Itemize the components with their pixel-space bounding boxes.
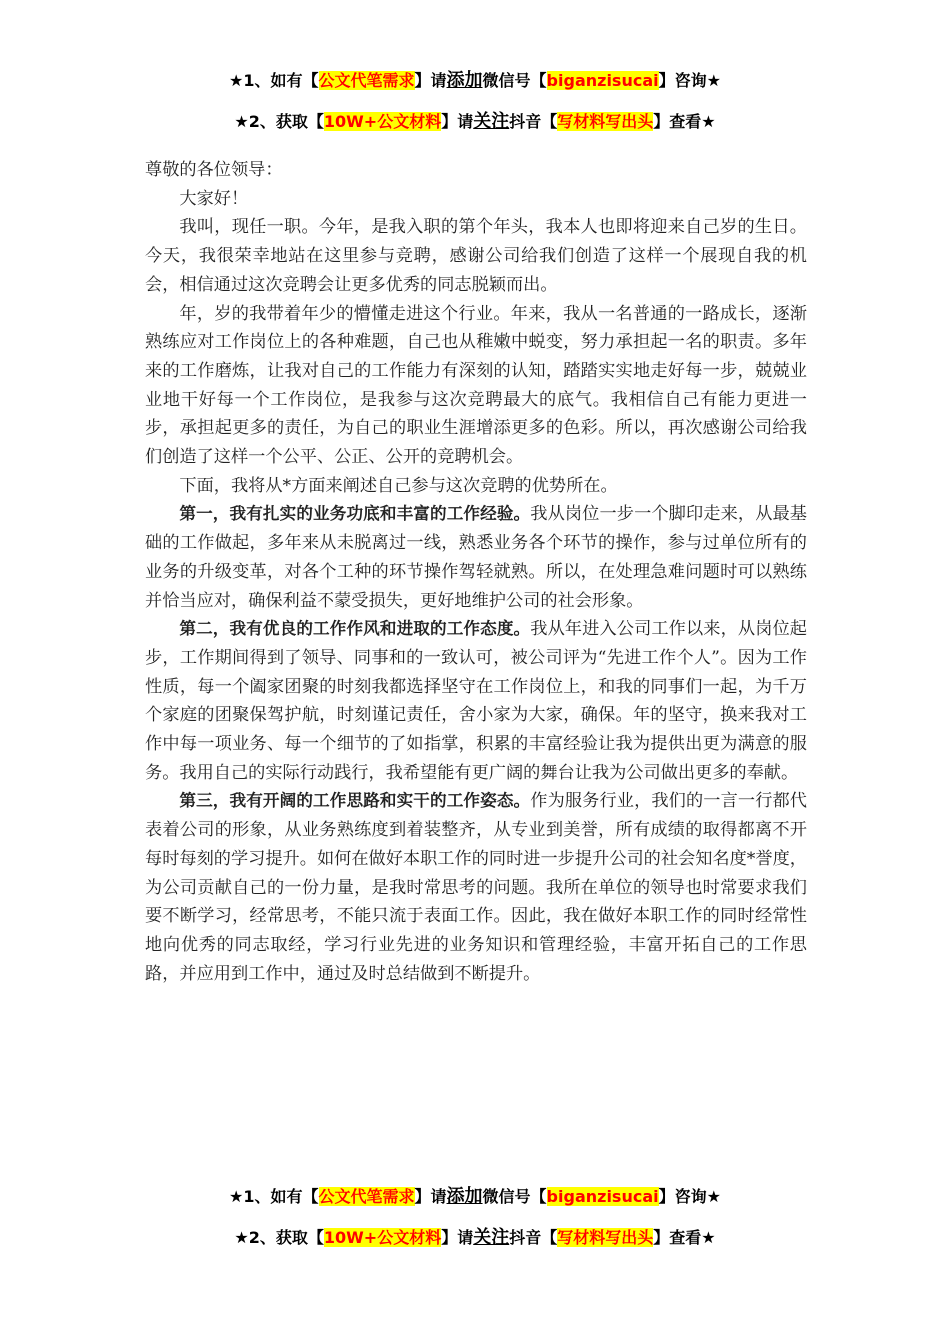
- banner-highlight: 10W+公文材料: [323, 1228, 442, 1247]
- point-1-heading: 第一，我有扎实的业务功底和丰富的工作经验。: [179, 504, 531, 524]
- banner-text: 】咨询★: [658, 1187, 721, 1206]
- banner-text: ★1、如有【: [229, 71, 319, 90]
- banner-text: 】请: [441, 112, 474, 131]
- banner-highlight: 写材料写出头: [557, 112, 654, 131]
- banner-text: 】查看★: [653, 1228, 716, 1247]
- paragraph-point-2: [145, 615, 807, 787]
- banner-text: 】请: [414, 71, 447, 90]
- paragraph-outline: 下面，我将从*方面来阐述自己参与这次竞聘的优势所在。: [179, 475, 618, 496]
- speech-body: [145, 156, 807, 988]
- banner-text: 】请: [414, 1187, 447, 1206]
- paragraph-intro: 我叫，现任一职。今年，是我入职的第个年头，我本人也即将迎来自己岁的生日。今天，我很荣幸地站在这里参与竞聘，感谢公司给我们创造了这样一个展现自我的机会，相信通过这次竞聘会让更多优秀的同志脱颖而出。: [145, 217, 807, 295]
- banner-highlight: biganzisucai: [546, 1187, 659, 1206]
- banner-underline: 关注: [473, 1227, 510, 1248]
- banner-underline: 关注: [473, 111, 510, 132]
- banner-text: 】咨询★: [658, 71, 721, 90]
- point-2-heading: 第二，我有优良的工作作风和进取的工作态度。: [179, 619, 531, 639]
- point-2-text: 我从年进入公司工作以来，从岗位起步，工作期间得到了领导、同事和的一致认可，被公司评为“先进工作个人”。因为工作性质，每一个阖家团聚的时刻我都选择坚守在工作岗位上，和我的同事们一起，为千万个家庭的团聚保驾护航，时刻谨记责任，舍小家为大家，确保。年的坚守，换来我对工作中每一项业务、每一个细节的了如指掌，积累的丰富经验让我为提供出更为满意的服务。我用自己的实际行动践行，我希望能有更广阔的舞台让我为公司做出更多的奉献。: [145, 619, 807, 783]
- banner-underline: 添加: [446, 70, 483, 91]
- paragraph-point-3: [145, 787, 807, 988]
- point-3-heading: 第三，我有开阔的工作思路和实干的工作姿态。: [179, 791, 531, 811]
- banner-top-line-2: [0, 111, 950, 133]
- point-1-text: 我从岗位一步一个脚印走来，从最基础的工作做起，多年来从未脱离过一线，熟悉业务各个环节的操作，参与过单位所有的业务的升级变革，对各个工种的环节操作驾轻就熟。所以，在处理急难问题时可以熟练并恰当应对，确保利益不蒙受损失，更好地维护公司的社会形象。: [145, 504, 807, 611]
- banner-text: ★2、获取【: [234, 1228, 324, 1247]
- banner-text: 微信号【: [482, 71, 547, 90]
- banner-bottom-line-1: [0, 1186, 950, 1208]
- banner-text: 抖音【: [509, 112, 558, 131]
- banner-text: 】请: [441, 1228, 474, 1247]
- banner-highlight: 公文代笔需求: [318, 71, 415, 90]
- banner-highlight: 写材料写出头: [557, 1228, 654, 1247]
- salutation: 尊敬的各位领导：: [145, 160, 283, 180]
- banner-underline: 添加: [446, 1186, 483, 1207]
- banner-highlight: biganzisucai: [546, 71, 659, 90]
- banner-text: ★1、如有【: [229, 1187, 319, 1206]
- point-3-text: 作为服务行业，我们的一言一行都代表着公司的形象，从业务熟练度到着装整齐，从专业到美誉，所有成绩的取得都离不开每时每刻的学习提升。如何在做好本职工作的同时进一步提升公司的社会知名度*誉度，为公司贡献自己的一份力量，是我时常思考的问题。我所在单位的领导也时常要求我们要不断学习，经常思考，不能只流于表面工作。因此，我在做好本职工作的同时经常性地向优秀的同志取经，学习行业先进的业务知识和管理经验，丰富开拓自己的工作思路，并应用到工作中，通过及时总结做到不断提升。: [145, 791, 807, 984]
- banner-text: 】查看★: [653, 112, 716, 131]
- banner-highlight: 公文代笔需求: [318, 1187, 415, 1206]
- banner-text: ★2、获取【: [234, 112, 324, 131]
- paragraph-background: 年，岁的我带着年少的懵懂走进这个行业。年来，我从一名普通的一路成长，逐渐熟练应对工作岗位上的各种难题，自己也从稚嫩中蜕变，努力承担起一名的职责。多年来的工作磨炼，让我对自己的工作能力有深刻的认知，踏踏实实地走好每一步，兢兢业业地干好每一个工作岗位，是我参与这次竞聘最大的底气。我相信自己有能力更进一步，承担起更多的责任，为自己的职业生涯增添更多的色彩。所以，再次感谢公司给我们创造了这样一个公平、公正、公开的竞聘机会。: [145, 303, 807, 468]
- banner-bottom-line-2: [0, 1227, 950, 1249]
- banner-text: 抖音【: [509, 1228, 558, 1247]
- banner-top-line-1: [0, 70, 950, 92]
- paragraph-point-1: [145, 500, 807, 615]
- banner-highlight: 10W+公文材料: [323, 112, 442, 131]
- greeting: 大家好！: [179, 188, 249, 209]
- banner-text: 微信号【: [482, 1187, 547, 1206]
